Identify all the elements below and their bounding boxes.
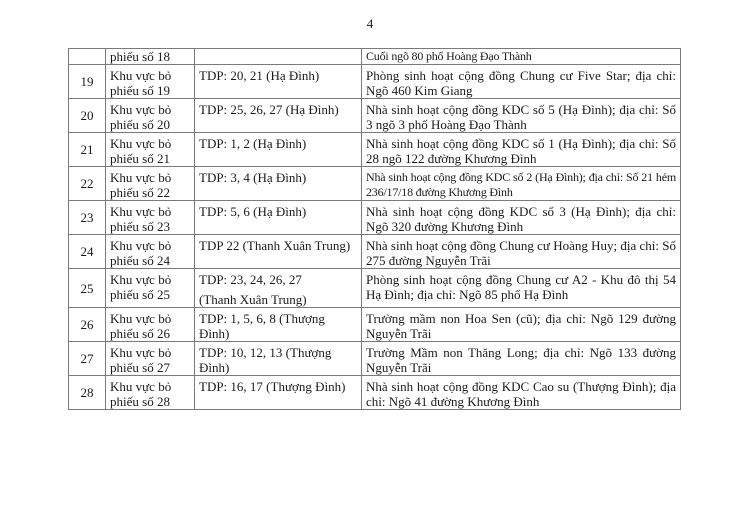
area-line2: phiếu số 20: [110, 117, 170, 132]
location-cell: Nhà sinh hoạt cộng đồng Chung cư Hoàng Huy; địa chỉ: Số 275 đường Nguyễn Trãi: [362, 235, 681, 269]
polling-stations-table: [68, 48, 681, 410]
area-line2: phiếu số 27: [110, 360, 170, 375]
area-cell: [106, 99, 195, 133]
area-cell: [106, 342, 195, 376]
area-cell: phiếu số 18: [106, 49, 195, 65]
tdp-cell: TDP 22 (Thanh Xuân Trung): [195, 235, 362, 269]
stt-cell: 20: [69, 99, 106, 133]
area-cell: [106, 65, 195, 99]
stt-cell: 19: [69, 65, 106, 99]
table-row: [69, 99, 681, 133]
location-cell: Nhà sinh hoạt cộng đồng KDC Cao su (Thượng Đình); địa chỉ: Ngõ 41 đường Khương Đình: [362, 376, 681, 410]
stt-cell: 22: [69, 167, 106, 201]
table-row: [69, 269, 681, 308]
area-line2: phiếu số 21: [110, 151, 170, 166]
table-row: [69, 133, 681, 167]
area-line2: phiếu số 26: [110, 326, 170, 341]
tdp-cell: TDP: 1, 2 (Hạ Đình): [195, 133, 362, 167]
area-line1: Khu vực bỏ: [110, 170, 172, 185]
stt-cell: 21: [69, 133, 106, 167]
table-row: [69, 65, 681, 99]
stt-cell: 24: [69, 235, 106, 269]
tdp-cell: TDP: 3, 4 (Hạ Đình): [195, 167, 362, 201]
stt-cell: [69, 49, 106, 65]
table-row: [69, 342, 681, 376]
area-cell: [106, 376, 195, 410]
tdp-cell: TDP: 10, 12, 13 (Thượng Đình): [195, 342, 362, 376]
area-line1: Khu vực bỏ: [110, 345, 172, 360]
area-cell: [106, 269, 195, 308]
stt-cell: 28: [69, 376, 106, 410]
tdp-cell: TDP: 1, 5, 6, 8 (Thượng Đình): [195, 308, 362, 342]
tdp-cell: TDP: 20, 21 (Hạ Đình): [195, 65, 362, 99]
area-line2: phiếu số 22: [110, 185, 170, 200]
area-line1: Khu vực bỏ: [110, 102, 172, 117]
location-cell: Cuối ngõ 80 phố Hoàng Đạo Thành: [362, 49, 681, 65]
location-cell: Nhà sinh hoạt cộng đồng KDC số 2 (Hạ Đình); địa chỉ: Số 21 hẻm 236/17/18 đường Khương Đình: [362, 167, 681, 201]
area-cell: [106, 133, 195, 167]
area-cell: [106, 201, 195, 235]
area-line1: Khu vực bỏ: [110, 68, 172, 83]
stt-cell: 26: [69, 308, 106, 342]
area-line2: phiếu số 19: [110, 83, 170, 98]
table-row: [69, 167, 681, 201]
location-cell: Nhà sinh hoạt cộng đồng KDC số 5 (Hạ Đình); địa chỉ: Số 3 ngõ 3 phố Hoàng Đạo Thành: [362, 99, 681, 133]
tdp-cell: TDP: 16, 17 (Thượng Đình): [195, 376, 362, 410]
tdp-cell: [195, 269, 362, 308]
area-line2: phiếu số 28: [110, 394, 170, 409]
location-cell: Nhà sinh hoạt cộng đồng KDC số 1 (Hạ Đình); địa chỉ: Số 28 ngõ 122 đường Khương Đình: [362, 133, 681, 167]
tdp-cell: TDP: 5, 6 (Hạ Đình): [195, 201, 362, 235]
page-number: 4: [366, 16, 374, 31]
area-line1: Khu vực bỏ: [110, 379, 172, 394]
area-line1: Khu vực bỏ: [110, 204, 172, 219]
table-row: [69, 376, 681, 410]
area-line1: Khu vực bỏ: [110, 136, 172, 151]
tdp-line2: (Thanh Xuân Trung): [199, 292, 307, 307]
location-cell: Trường Mầm non Thăng Long; địa chỉ: Ngõ 133 đường Nguyễn Trãi: [362, 342, 681, 376]
area-line1: Khu vực bỏ: [110, 311, 172, 326]
area-cell: [106, 235, 195, 269]
tdp-cell: [195, 49, 362, 65]
table-row: [69, 308, 681, 342]
stt-cell: 27: [69, 342, 106, 376]
table-row: [69, 235, 681, 269]
table-row-continued: [69, 49, 681, 65]
area-line1: Khu vực bỏ: [110, 272, 172, 287]
stt-cell: 25: [69, 269, 106, 308]
location-cell: Phòng sinh hoạt cộng đồng Chung cư Five Star; địa chỉ: Ngõ 460 Kim Giang: [362, 65, 681, 99]
location-cell: Nhà sinh hoạt cộng đồng KDC số 3 (Hạ Đình); địa chỉ: Ngõ 320 đường Khương Đình: [362, 201, 681, 235]
area-line2: phiếu số 24: [110, 253, 170, 268]
location-cell: Phòng sinh hoạt cộng đồng Chung cư A2 - Khu đô thị 54 Hạ Đình; địa chỉ: Ngõ 85 phố Hạ Đình: [362, 269, 681, 308]
tdp-line1: TDP: 23, 24, 26, 27: [199, 272, 302, 287]
location-cell: Trường mầm non Hoa Sen (cũ); địa chỉ: Ngõ 129 đường Nguyễn Trãi: [362, 308, 681, 342]
tdp-cell: TDP: 25, 26, 27 (Hạ Đình): [195, 99, 362, 133]
area-cell: [106, 167, 195, 201]
area-cell: [106, 308, 195, 342]
stt-cell: 23: [69, 201, 106, 235]
area-line2: phiếu số 23: [110, 219, 170, 234]
area-line2: phiếu số 25: [110, 287, 170, 302]
area-line1: Khu vực bỏ: [110, 238, 172, 253]
table-row: [69, 201, 681, 235]
